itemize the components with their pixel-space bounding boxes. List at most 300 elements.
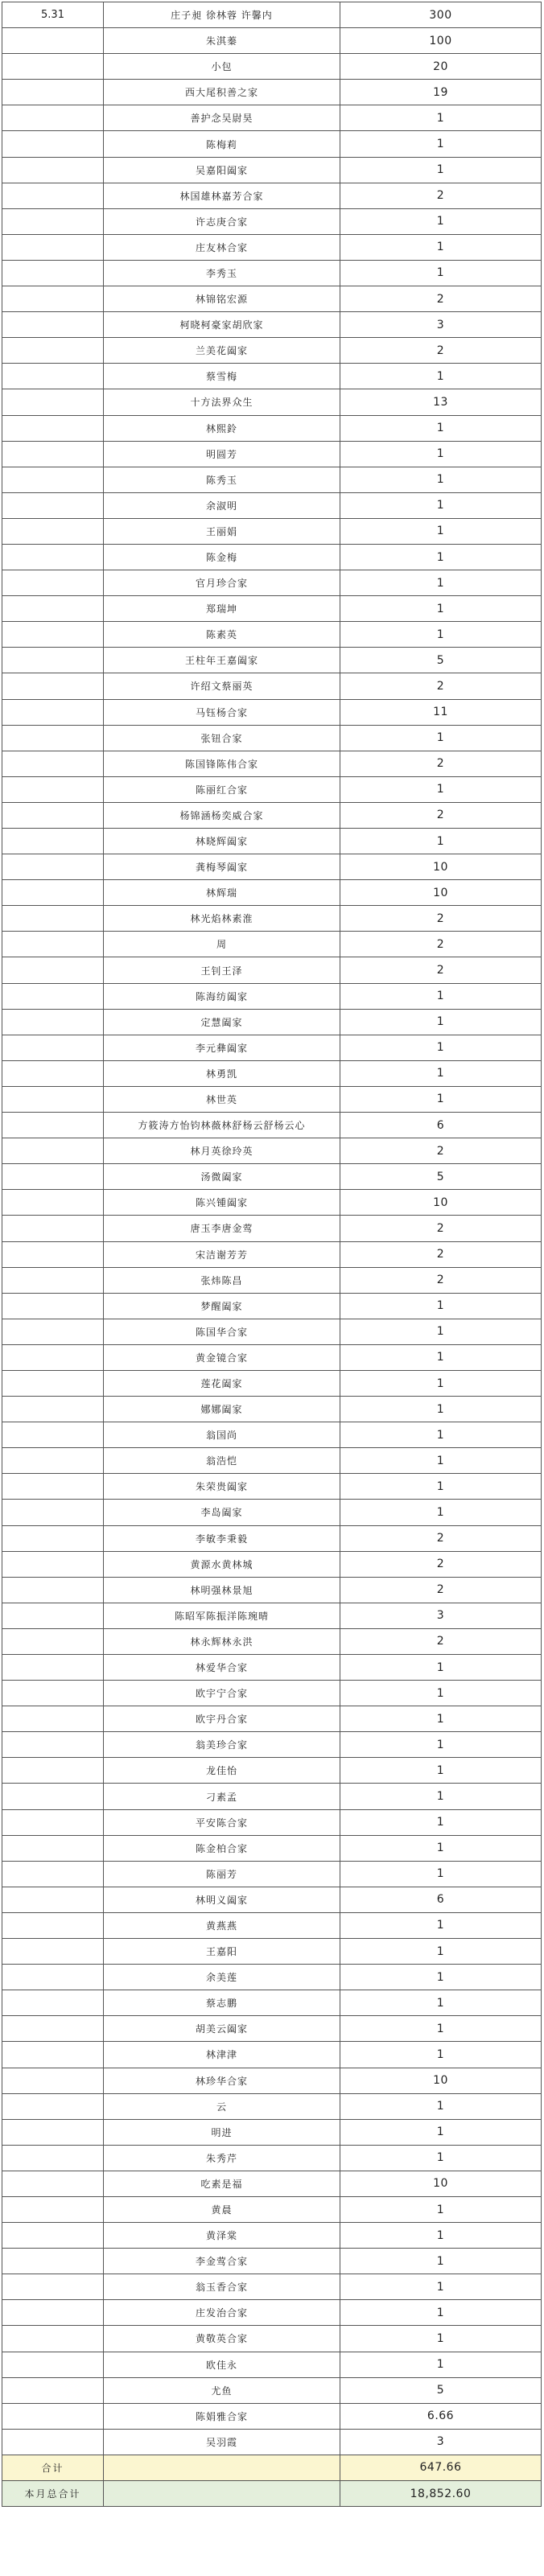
amount-cell: 1 bbox=[340, 1009, 542, 1035]
donor-name-cell: 黄晨 bbox=[104, 2196, 340, 2222]
date-cell bbox=[2, 2403, 104, 2429]
donor-name-cell: 李金莺合家 bbox=[104, 2249, 340, 2274]
date-cell bbox=[2, 2377, 104, 2403]
date-cell bbox=[2, 2352, 104, 2377]
table-row bbox=[2, 1035, 542, 1060]
table-row bbox=[2, 622, 542, 648]
table-row bbox=[2, 829, 542, 854]
amount-cell: 1 bbox=[340, 492, 542, 518]
table-row bbox=[2, 2171, 542, 2196]
table-row bbox=[2, 1990, 542, 2016]
table-row bbox=[2, 1732, 542, 1758]
table-row bbox=[2, 570, 542, 596]
table-row bbox=[2, 389, 542, 415]
table-row bbox=[2, 1009, 542, 1035]
date-cell bbox=[2, 1474, 104, 1500]
table-row bbox=[2, 1164, 542, 1190]
date-cell bbox=[2, 1241, 104, 1267]
date-cell bbox=[2, 1370, 104, 1396]
amount-cell: 1 bbox=[340, 2016, 542, 2042]
donor-name-cell: 庄发治合家 bbox=[104, 2300, 340, 2326]
amount-cell: 2 bbox=[340, 286, 542, 312]
date-cell bbox=[2, 2093, 104, 2119]
table-row bbox=[2, 2326, 542, 2352]
donor-name-cell: 唐玉李唐金莺 bbox=[104, 1216, 340, 1241]
amount-cell: 1 bbox=[340, 1758, 542, 1784]
table-row bbox=[2, 2196, 542, 2222]
table-row bbox=[2, 1293, 542, 1319]
amount-cell: 3 bbox=[340, 1603, 542, 1628]
amount-cell: 1 bbox=[340, 725, 542, 751]
donor-name-cell: 马钰杨合家 bbox=[104, 699, 340, 725]
table-row bbox=[2, 1267, 542, 1293]
amount-cell: 1 bbox=[340, 1861, 542, 1887]
month-total-label: 本月总合计 bbox=[2, 2481, 104, 2507]
amount-cell: 2 bbox=[340, 673, 542, 699]
donor-name-cell: 欧宇宁合家 bbox=[104, 1681, 340, 1706]
amount-cell: 10 bbox=[340, 854, 542, 880]
table-row bbox=[2, 80, 542, 105]
amount-cell: 1 bbox=[340, 441, 542, 467]
date-cell bbox=[2, 932, 104, 957]
date-cell bbox=[2, 1009, 104, 1035]
donor-name-cell: 尤鱼 bbox=[104, 2377, 340, 2403]
date-cell bbox=[2, 260, 104, 286]
donor-name-cell: 黄泽棠 bbox=[104, 2223, 340, 2249]
donor-name-cell: 翁国尚 bbox=[104, 1422, 340, 1448]
date-cell bbox=[2, 2171, 104, 2196]
table-row bbox=[2, 1835, 542, 1861]
amount-cell: 1 bbox=[340, 1293, 542, 1319]
donor-name-cell: 汤微阖家 bbox=[104, 1164, 340, 1190]
donor-name-cell: 林世英 bbox=[104, 1086, 340, 1112]
date-cell bbox=[2, 1861, 104, 1887]
table-row bbox=[2, 2016, 542, 2042]
amount-cell: 2 bbox=[340, 906, 542, 932]
table-row bbox=[2, 1319, 542, 1344]
date-cell bbox=[2, 54, 104, 80]
date-cell bbox=[2, 518, 104, 544]
table-row bbox=[2, 1500, 542, 1525]
donor-name-cell: 龚梅琴阖家 bbox=[104, 854, 340, 880]
table-row bbox=[2, 208, 542, 234]
date-cell bbox=[2, 1681, 104, 1706]
amount-cell: 1 bbox=[340, 105, 542, 131]
donor-name-cell: 林勇凯 bbox=[104, 1060, 340, 1086]
date-cell bbox=[2, 544, 104, 570]
amount-cell: 1 bbox=[340, 131, 542, 157]
amount-cell: 11 bbox=[340, 699, 542, 725]
donor-name-cell: 余美莲 bbox=[104, 1965, 340, 1990]
table-row bbox=[2, 2, 542, 28]
donor-name-cell: 陈兴锺阖家 bbox=[104, 1190, 340, 1216]
donor-name-cell: 官月珍合家 bbox=[104, 570, 340, 596]
date-cell bbox=[2, 1990, 104, 2016]
amount-cell: 1 bbox=[340, 829, 542, 854]
table-row bbox=[2, 1965, 542, 1990]
table-row bbox=[2, 2145, 542, 2171]
donor-name-cell: 吴羽霞 bbox=[104, 2429, 340, 2455]
donor-name-cell: 林国雄林嘉芳合家 bbox=[104, 183, 340, 208]
donor-name-cell: 刁素孟 bbox=[104, 1784, 340, 1809]
table-row bbox=[2, 312, 542, 338]
amount-cell: 2 bbox=[340, 1241, 542, 1267]
donor-name-cell: 林永辉林永洪 bbox=[104, 1628, 340, 1654]
donor-name-cell: 王钊王泽 bbox=[104, 957, 340, 983]
date-cell bbox=[2, 1267, 104, 1293]
amount-cell: 1 bbox=[340, 234, 542, 260]
date-cell bbox=[2, 389, 104, 415]
amount-cell: 1 bbox=[340, 2093, 542, 2119]
amount-cell: 2 bbox=[340, 932, 542, 957]
date-cell bbox=[2, 2223, 104, 2249]
date-cell bbox=[2, 208, 104, 234]
date-cell bbox=[2, 1965, 104, 1990]
date-cell bbox=[2, 2429, 104, 2455]
amount-cell: 1 bbox=[340, 1912, 542, 1938]
table-row bbox=[2, 1216, 542, 1241]
amount-cell: 1 bbox=[340, 1990, 542, 2016]
amount-cell: 3 bbox=[340, 2429, 542, 2455]
date-cell bbox=[2, 1809, 104, 1835]
date-cell bbox=[2, 1035, 104, 1060]
date-cell bbox=[2, 673, 104, 699]
table-row bbox=[2, 105, 542, 131]
amount-cell: 1 bbox=[340, 1939, 542, 1965]
amount-cell: 5 bbox=[340, 1164, 542, 1190]
table-row bbox=[2, 648, 542, 673]
amount-cell: 19 bbox=[340, 80, 542, 105]
date-cell bbox=[2, 983, 104, 1009]
donor-name-cell: 林光焰林素淮 bbox=[104, 906, 340, 932]
amount-cell: 20 bbox=[340, 54, 542, 80]
month-total-amount: 18,852.60 bbox=[340, 2481, 542, 2507]
subtotal-empty-cell bbox=[104, 2455, 340, 2480]
table-row bbox=[2, 2093, 542, 2119]
amount-cell: 1 bbox=[340, 2145, 542, 2171]
amount-cell: 1 bbox=[340, 1035, 542, 1060]
donor-name-cell: 兰美花阖家 bbox=[104, 338, 340, 364]
donor-name-cell: 定慧阖家 bbox=[104, 1009, 340, 1035]
table-row bbox=[2, 2274, 542, 2300]
table-row bbox=[2, 854, 542, 880]
table-row bbox=[2, 492, 542, 518]
table-row bbox=[2, 957, 542, 983]
amount-cell: 1 bbox=[340, 1448, 542, 1474]
amount-cell: 1 bbox=[340, 776, 542, 802]
table-row bbox=[2, 364, 542, 389]
donor-name-cell: 平安陈合家 bbox=[104, 1809, 340, 1835]
amount-cell: 1 bbox=[340, 208, 542, 234]
date-cell bbox=[2, 1500, 104, 1525]
table-row bbox=[2, 1448, 542, 1474]
donor-name-cell: 林珍华合家 bbox=[104, 2068, 340, 2093]
donor-name-cell: 庄友林合家 bbox=[104, 234, 340, 260]
amount-cell: 2 bbox=[340, 183, 542, 208]
donor-name-cell: 许绍文蔡丽英 bbox=[104, 673, 340, 699]
amount-cell: 2 bbox=[340, 338, 542, 364]
date-cell bbox=[2, 1525, 104, 1551]
table-row bbox=[2, 183, 542, 208]
amount-cell: 1 bbox=[340, 570, 542, 596]
amount-cell: 1 bbox=[340, 2352, 542, 2377]
donor-name-cell: 陈素英 bbox=[104, 622, 340, 648]
amount-cell: 1 bbox=[340, 2042, 542, 2068]
date-cell bbox=[2, 80, 104, 105]
table-row bbox=[2, 2352, 542, 2377]
date-cell bbox=[2, 1655, 104, 1681]
date-cell bbox=[2, 957, 104, 983]
donor-name-cell: 林明强林景旭 bbox=[104, 1577, 340, 1603]
date-cell bbox=[2, 492, 104, 518]
donor-name-cell: 陈娟雅合家 bbox=[104, 2403, 340, 2429]
donor-name-cell: 陈国华合家 bbox=[104, 1319, 340, 1344]
table-row bbox=[2, 906, 542, 932]
date-cell bbox=[2, 2042, 104, 2068]
date-cell bbox=[2, 2016, 104, 2042]
amount-cell: 1 bbox=[340, 260, 542, 286]
donor-name-cell: 蔡雪梅 bbox=[104, 364, 340, 389]
amount-cell: 1 bbox=[340, 622, 542, 648]
donor-name-cell: 龙佳怡 bbox=[104, 1758, 340, 1784]
amount-cell: 13 bbox=[340, 389, 542, 415]
table-row bbox=[2, 518, 542, 544]
donation-rows bbox=[2, 2, 542, 2455]
table-row bbox=[2, 932, 542, 957]
table-row bbox=[2, 415, 542, 441]
donor-name-cell: 十方法界众生 bbox=[104, 389, 340, 415]
amount-cell: 1 bbox=[340, 1474, 542, 1500]
donor-name-cell: 陈海纺阖家 bbox=[104, 983, 340, 1009]
date-cell bbox=[2, 1344, 104, 1370]
amount-cell: 1 bbox=[340, 2274, 542, 2300]
donor-name-cell: 周 bbox=[104, 932, 340, 957]
table-row bbox=[2, 1397, 542, 1422]
donor-name-cell: 陈昭军陈振洋陈琬晴 bbox=[104, 1603, 340, 1628]
date-cell bbox=[2, 2068, 104, 2093]
table-row bbox=[2, 1681, 542, 1706]
date-cell bbox=[2, 854, 104, 880]
amount-cell: 2 bbox=[340, 957, 542, 983]
amount-cell: 1 bbox=[340, 983, 542, 1009]
amount-cell: 1 bbox=[340, 467, 542, 492]
donor-name-cell: 黄源水黄林城 bbox=[104, 1551, 340, 1577]
amount-cell: 1 bbox=[340, 1422, 542, 1448]
table-row bbox=[2, 1422, 542, 1448]
donor-name-cell: 明进 bbox=[104, 2119, 340, 2145]
date-cell bbox=[2, 1422, 104, 1448]
table-row bbox=[2, 2403, 542, 2429]
table-row bbox=[2, 596, 542, 622]
donor-name-cell: 李岛阖家 bbox=[104, 1500, 340, 1525]
amount-cell: 1 bbox=[340, 2223, 542, 2249]
amount-cell: 1 bbox=[340, 1655, 542, 1681]
date-cell bbox=[2, 2249, 104, 2274]
date-cell bbox=[2, 2326, 104, 2352]
date-cell bbox=[2, 157, 104, 183]
donor-name-cell: 陈国锋陈伟合家 bbox=[104, 751, 340, 776]
amount-cell: 1 bbox=[340, 1500, 542, 1525]
date-cell bbox=[2, 699, 104, 725]
amount-cell: 1 bbox=[340, 364, 542, 389]
donor-name-cell: 欧宇丹合家 bbox=[104, 1706, 340, 1732]
date-cell bbox=[2, 725, 104, 751]
table-row bbox=[2, 699, 542, 725]
table-row bbox=[2, 157, 542, 183]
donor-name-cell: 林津津 bbox=[104, 2042, 340, 2068]
donor-name-cell: 王嘉阳 bbox=[104, 1939, 340, 1965]
date-cell bbox=[2, 1577, 104, 1603]
donor-name-cell: 翁美珍合家 bbox=[104, 1732, 340, 1758]
date-cell bbox=[2, 28, 104, 54]
date-cell bbox=[2, 776, 104, 802]
donor-name-cell: 陈秀玉 bbox=[104, 467, 340, 492]
date-cell bbox=[2, 1758, 104, 1784]
date-cell bbox=[2, 802, 104, 828]
donor-name-cell: 许志庚合家 bbox=[104, 208, 340, 234]
subtotal-amount: 647.66 bbox=[340, 2455, 542, 2480]
donor-name-cell: 梦醒阖家 bbox=[104, 1293, 340, 1319]
table-row bbox=[2, 131, 542, 157]
table-row bbox=[2, 28, 542, 54]
amount-cell: 2 bbox=[340, 1577, 542, 1603]
table-row bbox=[2, 1060, 542, 1086]
date-cell bbox=[2, 1706, 104, 1732]
date-cell bbox=[2, 1319, 104, 1344]
donor-name-cell: 林辉瑞 bbox=[104, 880, 340, 906]
amount-cell: 6 bbox=[340, 1887, 542, 1912]
donor-name-cell: 朱秀芹 bbox=[104, 2145, 340, 2171]
table-row bbox=[2, 983, 542, 1009]
table-row bbox=[2, 1655, 542, 1681]
table-row bbox=[2, 1344, 542, 1370]
donor-name-cell: 李秀玉 bbox=[104, 260, 340, 286]
donation-table bbox=[2, 2, 542, 2507]
table-row bbox=[2, 1551, 542, 1577]
donor-name-cell: 娜娜阖家 bbox=[104, 1397, 340, 1422]
amount-cell: 6 bbox=[340, 1113, 542, 1138]
subtotal-row bbox=[2, 2455, 542, 2480]
date-cell bbox=[2, 415, 104, 441]
donor-name-cell: 余淑明 bbox=[104, 492, 340, 518]
table-row bbox=[2, 1474, 542, 1500]
table-row bbox=[2, 2042, 542, 2068]
date-cell bbox=[2, 1551, 104, 1577]
donor-name-cell: 张钮合家 bbox=[104, 725, 340, 751]
date-cell bbox=[2, 1887, 104, 1912]
amount-cell: 1 bbox=[340, 415, 542, 441]
amount-cell: 2 bbox=[340, 1551, 542, 1577]
date-cell bbox=[2, 906, 104, 932]
amount-cell: 300 bbox=[340, 2, 542, 28]
date-cell bbox=[2, 1448, 104, 1474]
month-total-empty-cell bbox=[104, 2481, 340, 2507]
donor-name-cell: 陈金梅 bbox=[104, 544, 340, 570]
table-row bbox=[2, 1370, 542, 1396]
amount-cell: 1 bbox=[340, 1732, 542, 1758]
date-cell bbox=[2, 1060, 104, 1086]
date-cell bbox=[2, 1732, 104, 1758]
table-row bbox=[2, 1525, 542, 1551]
amount-cell: 1 bbox=[340, 2300, 542, 2326]
amount-cell: 5 bbox=[340, 648, 542, 673]
date-cell bbox=[2, 1628, 104, 1654]
date-cell bbox=[2, 1113, 104, 1138]
amount-cell: 1 bbox=[340, 596, 542, 622]
amount-cell: 1 bbox=[340, 1706, 542, 1732]
date-cell bbox=[2, 2145, 104, 2171]
amount-cell: 1 bbox=[340, 1784, 542, 1809]
donor-name-cell: 林月英徐玲英 bbox=[104, 1138, 340, 1164]
donor-name-cell: 郑瑞坤 bbox=[104, 596, 340, 622]
date-cell bbox=[2, 364, 104, 389]
donor-name-cell: 宋洁谢芳芳 bbox=[104, 1241, 340, 1267]
donor-name-cell: 林晓辉阖家 bbox=[104, 829, 340, 854]
donor-name-cell: 林锦铭宏源 bbox=[104, 286, 340, 312]
donor-name-cell: 小包 bbox=[104, 54, 340, 80]
table-row bbox=[2, 880, 542, 906]
date-cell bbox=[2, 648, 104, 673]
date-cell bbox=[2, 880, 104, 906]
donor-name-cell: 云 bbox=[104, 2093, 340, 2119]
table-row bbox=[2, 1809, 542, 1835]
donor-name-cell: 林明义阖家 bbox=[104, 1887, 340, 1912]
date-cell bbox=[2, 570, 104, 596]
date-cell: 5.31 bbox=[2, 2, 104, 28]
donor-name-cell: 李元彝阖家 bbox=[104, 1035, 340, 1060]
donor-name-cell: 林熙鈴 bbox=[104, 415, 340, 441]
amount-cell: 1 bbox=[340, 1965, 542, 1990]
donor-name-cell: 张炜陈昌 bbox=[104, 1267, 340, 1293]
amount-cell: 1 bbox=[340, 1397, 542, 1422]
amount-cell: 1 bbox=[340, 1060, 542, 1086]
date-cell bbox=[2, 1912, 104, 1938]
table-row bbox=[2, 2429, 542, 2455]
table-row bbox=[2, 2068, 542, 2093]
amount-cell: 10 bbox=[340, 2171, 542, 2196]
table-row bbox=[2, 1241, 542, 1267]
donor-name-cell: 朱淇蓁 bbox=[104, 28, 340, 54]
date-cell bbox=[2, 829, 104, 854]
table-row bbox=[2, 2249, 542, 2274]
donor-name-cell: 明圆芳 bbox=[104, 441, 340, 467]
subtotal-label: 合计 bbox=[2, 2455, 104, 2480]
donor-name-cell: 蔡志鹏 bbox=[104, 1990, 340, 2016]
amount-cell: 2 bbox=[340, 1267, 542, 1293]
date-cell bbox=[2, 234, 104, 260]
date-cell bbox=[2, 1784, 104, 1809]
table-row bbox=[2, 467, 542, 492]
table-row bbox=[2, 802, 542, 828]
table-row bbox=[2, 1784, 542, 1809]
date-cell bbox=[2, 622, 104, 648]
donor-name-cell: 李敏李秉毅 bbox=[104, 1525, 340, 1551]
amount-cell: 1 bbox=[340, 2249, 542, 2274]
date-cell bbox=[2, 131, 104, 157]
amount-cell: 6.66 bbox=[340, 2403, 542, 2429]
table-row bbox=[2, 2119, 542, 2145]
amount-cell: 1 bbox=[340, 1086, 542, 1112]
date-cell bbox=[2, 338, 104, 364]
date-cell bbox=[2, 751, 104, 776]
amount-cell: 1 bbox=[340, 1809, 542, 1835]
date-cell bbox=[2, 596, 104, 622]
table-row bbox=[2, 260, 542, 286]
amount-cell: 2 bbox=[340, 1216, 542, 1241]
donor-name-cell: 陈金柏合家 bbox=[104, 1835, 340, 1861]
table-row bbox=[2, 1603, 542, 1628]
amount-cell: 10 bbox=[340, 880, 542, 906]
